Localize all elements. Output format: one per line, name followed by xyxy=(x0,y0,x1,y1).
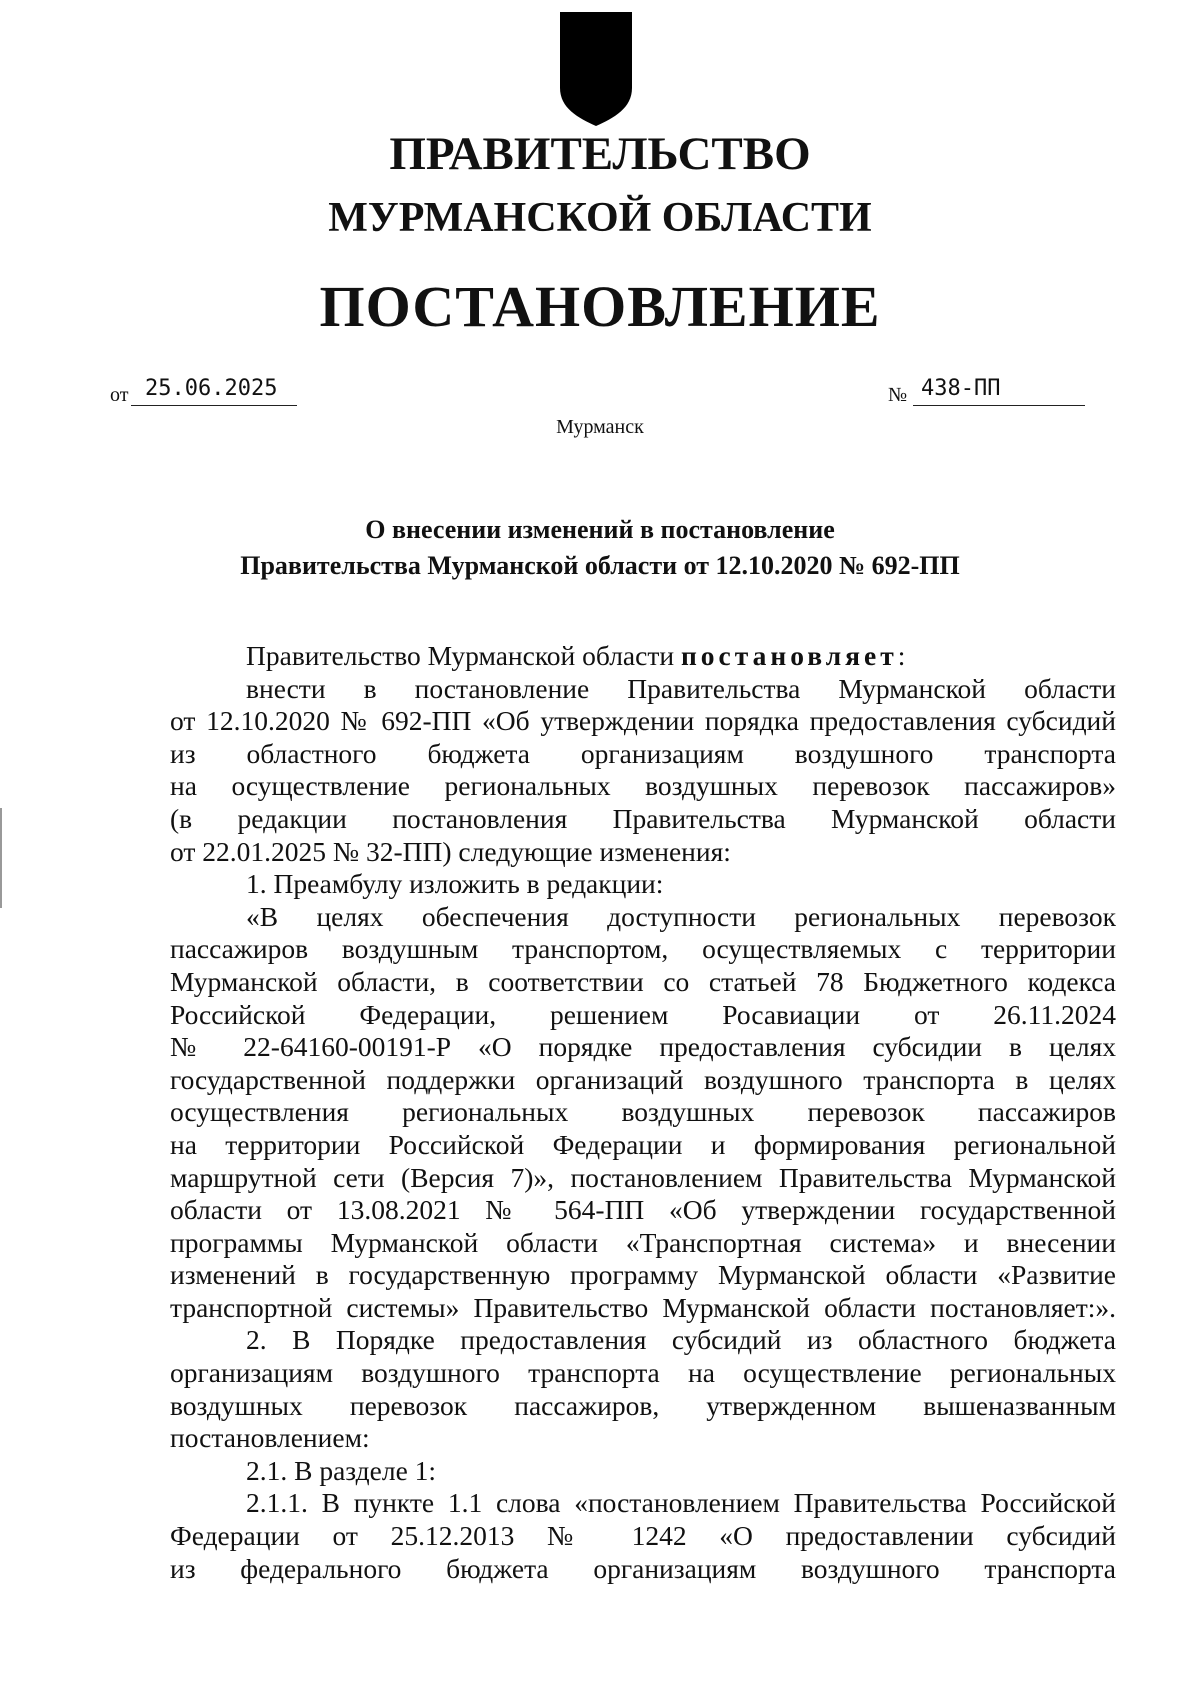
coat-of-arms-emblem xyxy=(556,10,636,128)
body-line: изменений в государственную программу Мурманской области «Развитие xyxy=(170,1259,1116,1291)
body-line: от 22.01.2025 № 32-ПП) следующие изменения: xyxy=(170,835,731,867)
organization-name-line2: МУРМАНСКОЙ ОБЛАСТИ xyxy=(328,195,872,241)
body-line: осуществления региональных воздушных перевозок пассажиров xyxy=(170,1096,1116,1128)
title-line2: Правительства Мурманской области от 12.10.2020 № 692-ПП xyxy=(240,551,960,580)
number-label: № xyxy=(888,384,908,406)
scan-margin-mark xyxy=(0,808,2,908)
body-line: на территории Российской Федерации и формирования региональной xyxy=(170,1128,1116,1160)
date-label: от xyxy=(110,384,129,406)
body-line: транспортной системы» Правительство Мурманской области постановляет:». xyxy=(170,1291,1116,1323)
body-line: 2.1.1. В пункте 1.1 слова «постановлением Правительства Российской xyxy=(246,1487,1116,1519)
body-line: постановлением: xyxy=(170,1422,370,1454)
intro-suffix: : xyxy=(897,640,906,671)
body-line: Российской Федерации, решением Росавиации от 26.11.2024 xyxy=(170,998,1116,1030)
organization-name-line1: ПРАВИТЕЛЬСТВО xyxy=(389,128,811,180)
body-line: маршрутной сети (Версия 7)», постановлением Правительства Мурманской xyxy=(170,1161,1116,1193)
body-line: из федерального бюджета организациям воздушного транспорта xyxy=(170,1552,1116,1584)
body-line: пассажиров воздушным транспортом, осуществляемых с территории xyxy=(170,933,1116,965)
body-line: № 22-64160-00191-Р «О порядке предоставления субсидии в целях xyxy=(170,1031,1116,1063)
body-line: от 12.10.2020 № 692-ПП «Об утверждении порядка предоставления субсидий xyxy=(170,705,1116,737)
body-line: 1. Преамбулу изложить в редакции: xyxy=(246,868,664,900)
number-value: 438-ПП xyxy=(913,372,1085,406)
body-line: на осуществление региональных воздушных перевозок пассажиров» xyxy=(170,770,1116,802)
body-line: организациям воздушного транспорта на осуществление региональных xyxy=(170,1357,1116,1389)
body-lines xyxy=(170,673,1116,1586)
body-line: воздушных перевозок пассажиров, утвержденном вышеназванным xyxy=(170,1389,1116,1421)
title-line1: О внесении изменений в постановление xyxy=(365,515,835,544)
body-line: внести в постановление Правительства Мурманской области xyxy=(246,672,1116,704)
document-title xyxy=(0,512,1200,584)
body-line: Мурманской области, в соответствии со статьей 78 Бюджетного кодекса xyxy=(170,965,1116,997)
intro-spaced: постановляет xyxy=(680,640,898,671)
body-line: из областного бюджета организациям воздушного транспорта xyxy=(170,737,1116,769)
body-line: программы Мурманской области «Транспортная система» и внесении xyxy=(170,1226,1116,1258)
document-type: ПОСТАНОВЛЕНИЕ xyxy=(319,274,881,339)
body-line: «В целях обеспечения доступности региональных перевозок xyxy=(246,900,1116,932)
body-line: государственной поддержки организаций воздушного транспорта в целях xyxy=(170,1063,1116,1095)
intro-prefix: Правительство Мурманской области xyxy=(246,640,681,671)
body-line: 2. В Порядке предоставления субсидий из областного бюджета xyxy=(246,1324,1116,1356)
body-line: области от 13.08.2021 № 564-ПП «Об утверждении государственной xyxy=(170,1194,1116,1226)
body-line: 2.1. В разделе 1: xyxy=(246,1454,437,1486)
intro-line xyxy=(170,640,1116,673)
city: Мурманск xyxy=(556,416,644,438)
body-line: (в редакции постановления Правительства Мурманской области xyxy=(170,802,1116,834)
document-body xyxy=(170,640,1116,1585)
body-line: Федерации от 25.12.2013 № 1242 «О предоставлении субсидий xyxy=(170,1520,1116,1552)
date-value: 25.06.2025 xyxy=(131,372,297,406)
